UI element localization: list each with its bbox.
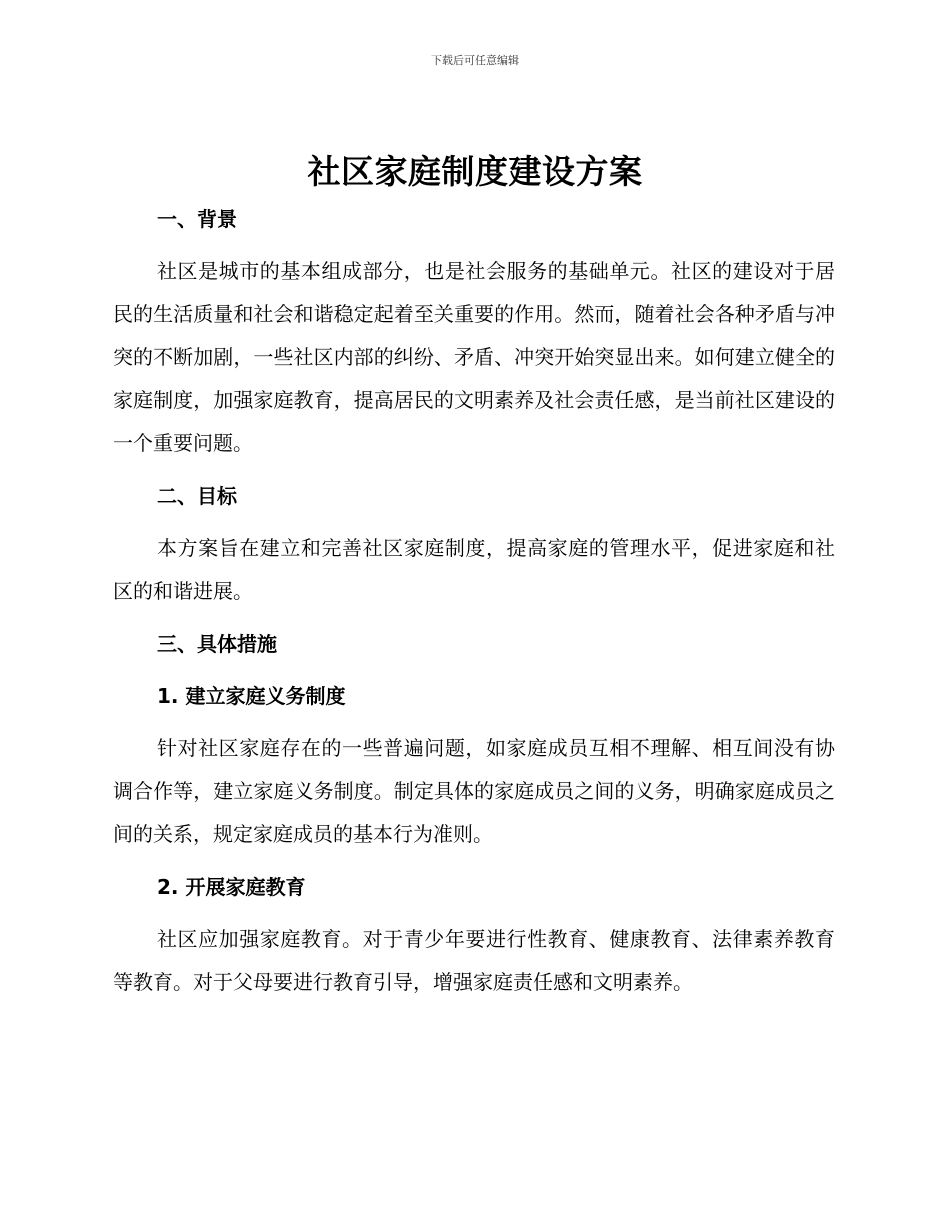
header-note: 下载后可任意编辑 [431,54,519,67]
paragraph-family-education: 社区应加强家庭教育。对于青少年要进行性教育、健康教育、法律素养教育等教育。对于父母要进行教育引导，增强家庭责任感和文明素养。 [113,927,835,994]
paragraph-family-duty: 针对社区家庭存在的一些普遍问题，如家庭成员互相不理解、相互间没有协调合作等，建立家庭义务制度。制定具体的家庭成员之间的义务，明确家庭成员之间的关系，规定家庭成员的基本行为准则。 [113,736,835,846]
section-heading-background: 一、背景 [157,207,237,231]
subsection-heading-family-education: 2. 开展家庭教育 [157,875,306,899]
document-title: 社区家庭制度建设方案 [307,152,643,191]
subsection-heading-family-duty: 1. 建立家庭义务制度 [157,684,346,708]
section-heading-goal: 二、目标 [157,484,237,508]
section-heading-measures: 三、具体措施 [157,632,277,656]
document-body [113,198,835,1004]
paragraph-goal: 本方案旨在建立和完善社区家庭制度，提高家庭的管理水平，促进家庭和社区的和谐进展。 [113,536,835,603]
paragraph-background: 社区是城市的基本组成部分，也是社会服务的基础单元。社区的建设对于居民的生活质量和社会和谐稳定起着至关重要的作用。然而，随着社会各种矛盾与冲突的不断加剧，一些社区内部的纠纷、矛盾、冲突开始突显出来。如何建立健全的家庭制度，加强家庭教育，提高居民的文明素养及社会责任感，是当前社区建设的一个重要问题。 [113,259,835,455]
